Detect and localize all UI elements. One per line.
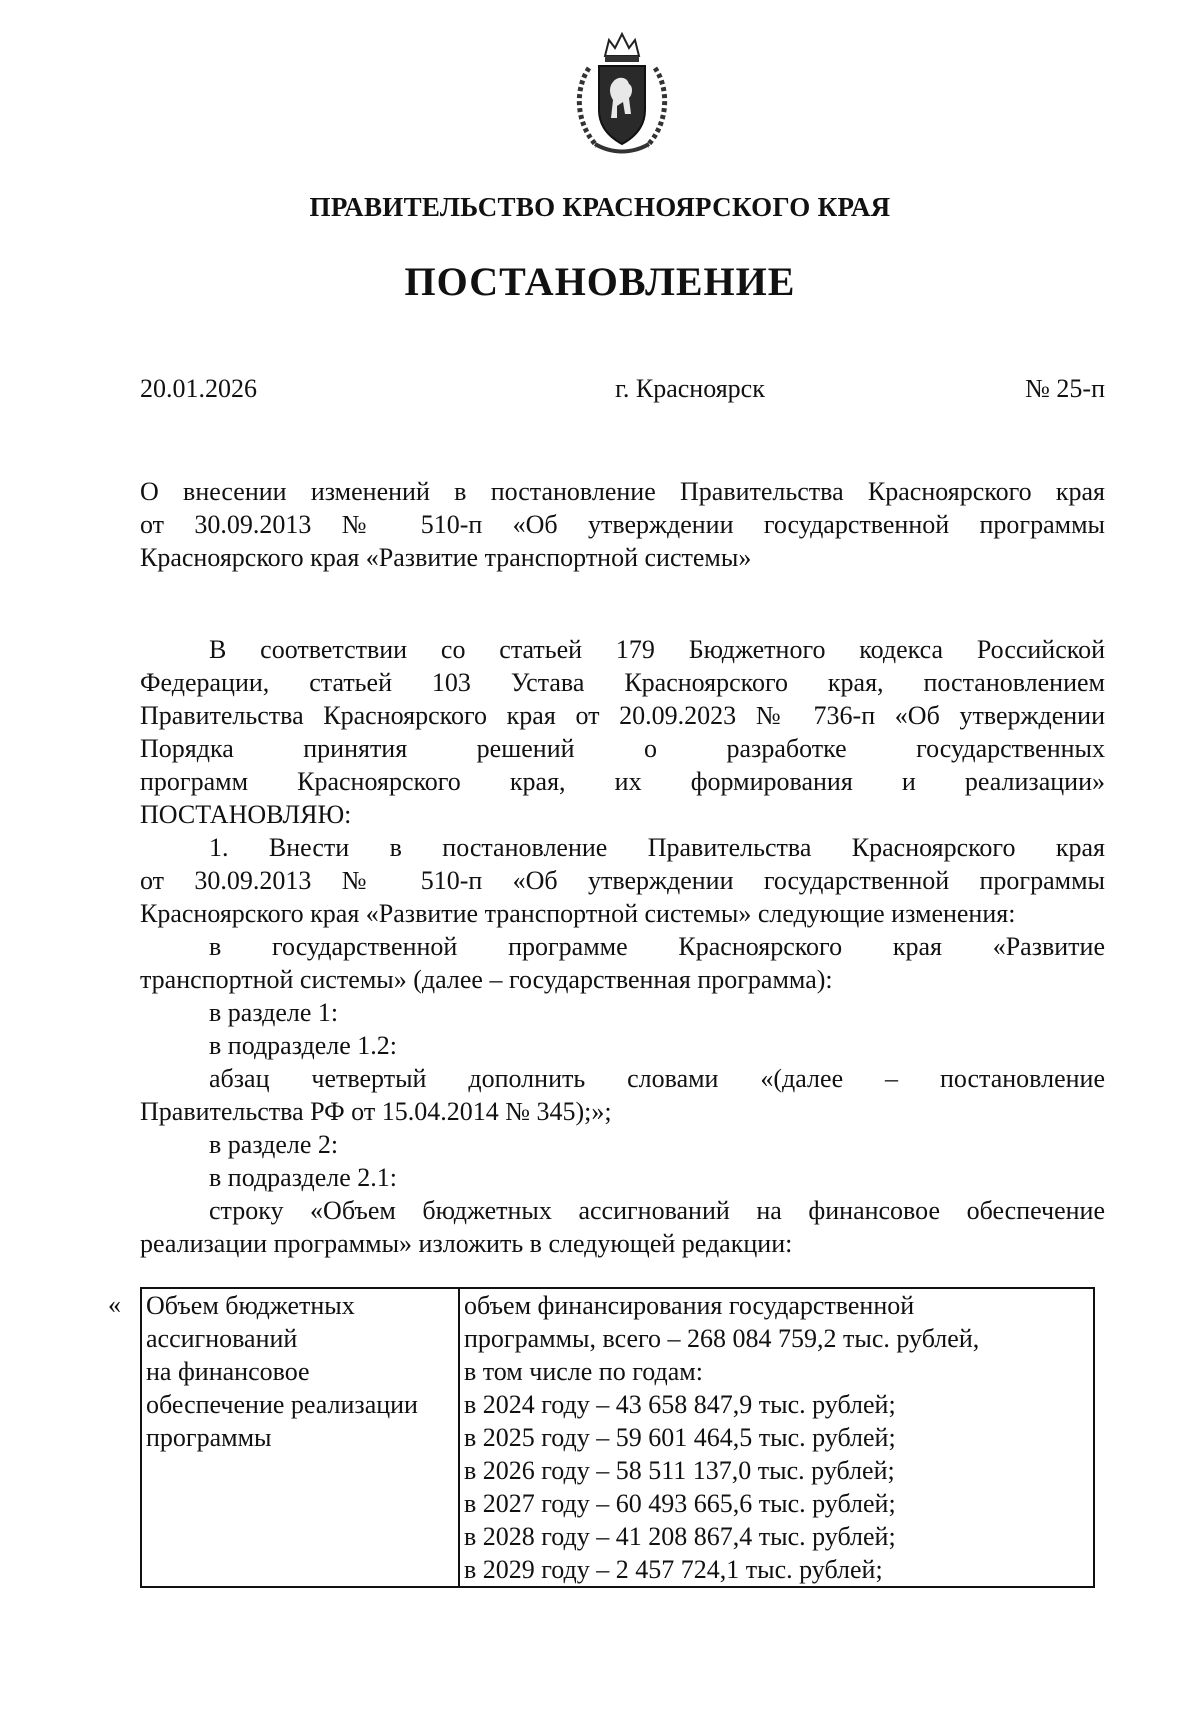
subject-line: Красноярского края «Развитие транспортной системы» [140,543,752,572]
value-line: в 2026 году – 58 511 137,0 тыс. рублей; [464,1456,895,1485]
body-line: Порядка принятия решений о разработке государственных [140,734,1105,763]
table-row [141,1288,1094,1587]
body-line: строку «Объем бюджетных ассигнований на финансовое обеспечение [209,1196,1105,1225]
body-line: от 30.09.2013 № 510-п «Об утверждении государственной программы [140,866,1105,895]
body-line: В соответствии со статьей 179 Бюджетного кодекса Российской [209,635,1105,664]
body-line: в разделе 1: [209,998,339,1027]
budget-label-cell [141,1288,459,1587]
value-line: в 2024 году – 43 658 847,9 тыс. рублей; [464,1390,896,1419]
document-meta [140,374,1105,408]
document-body [140,633,1105,1260]
document-date: 20.01.2026 [140,374,257,403]
body-line: Федерации, статьей 103 Устава Красноярского края, постановлением [140,668,1105,697]
value-line: объем финансирования государственной [464,1291,915,1320]
body-line: 1. Внести в постановление Правительства Красноярского края [209,833,1105,862]
document-number: № 25-п [1025,374,1105,403]
label-line: ассигнований [146,1324,298,1353]
value-line: в 2028 году – 41 208 867,4 тыс. рублей; [464,1522,896,1551]
label-line: Объем бюджетных [146,1291,355,1320]
subject-line: от 30.09.2013 № 510-п «Об утверждении государственной программы [140,510,1105,539]
body-line: Красноярского края «Развитие транспортной системы» следующие изменения: [140,899,1016,928]
subject-line: О внесении изменений в постановление Правительства Красноярского края [140,477,1105,506]
body-line: Правительства РФ от 15.04.2014 № 345);»; [140,1097,612,1126]
document-type-title: ПОСТАНОВЛЕНИЕ [404,259,796,304]
body-line: ПОСТАНОВЛЯЮ: [140,800,352,829]
value-line: в том числе по годам: [464,1357,703,1386]
value-line: программы, всего – 268 084 759,2 тыс. рублей, [464,1324,980,1353]
body-line: в государственной программе Красноярского края «Развитие [209,932,1105,961]
body-line: в подразделе 2.1: [209,1163,398,1192]
value-line: в 2025 году – 59 601 464,5 тыс. рублей; [464,1423,896,1452]
value-line: в 2029 году – 2 457 724,1 тыс. рублей; [464,1555,883,1584]
body-line: транспортной системы» (далее – государственная программа): [140,965,833,994]
value-line: в 2027 году – 60 493 665,6 тыс. рублей; [464,1489,896,1518]
body-line: программ Красноярского края, их формирования и реализации» [140,767,1105,796]
label-line: программы [146,1423,272,1452]
label-line: обеспечение реализации [146,1390,418,1419]
budget-value-cell [459,1288,1094,1587]
body-line: абзац четвертый дополнить словами «(далее – постановление [209,1064,1105,1093]
body-line: реализации программы» изложить в следующей редакции: [140,1229,793,1258]
body-line: в разделе 2: [209,1130,339,1159]
krasnoyarsk-coat-of-arms-icon [567,28,677,158]
body-line: Правительства Красноярского края от 20.09.2023 № 736-п «Об утверждении [140,701,1105,730]
table-open-quote: « [108,1290,121,1319]
government-title: ПРАВИТЕЛЬСТВО КРАСНОЯРСКОГО КРАЯ [309,192,891,222]
document-subject [140,475,1105,574]
label-line: на финансовое [146,1357,310,1386]
document-city: г. Красноярск [615,374,765,403]
body-line: в подразделе 1.2: [209,1031,398,1060]
budget-table [140,1287,1095,1588]
